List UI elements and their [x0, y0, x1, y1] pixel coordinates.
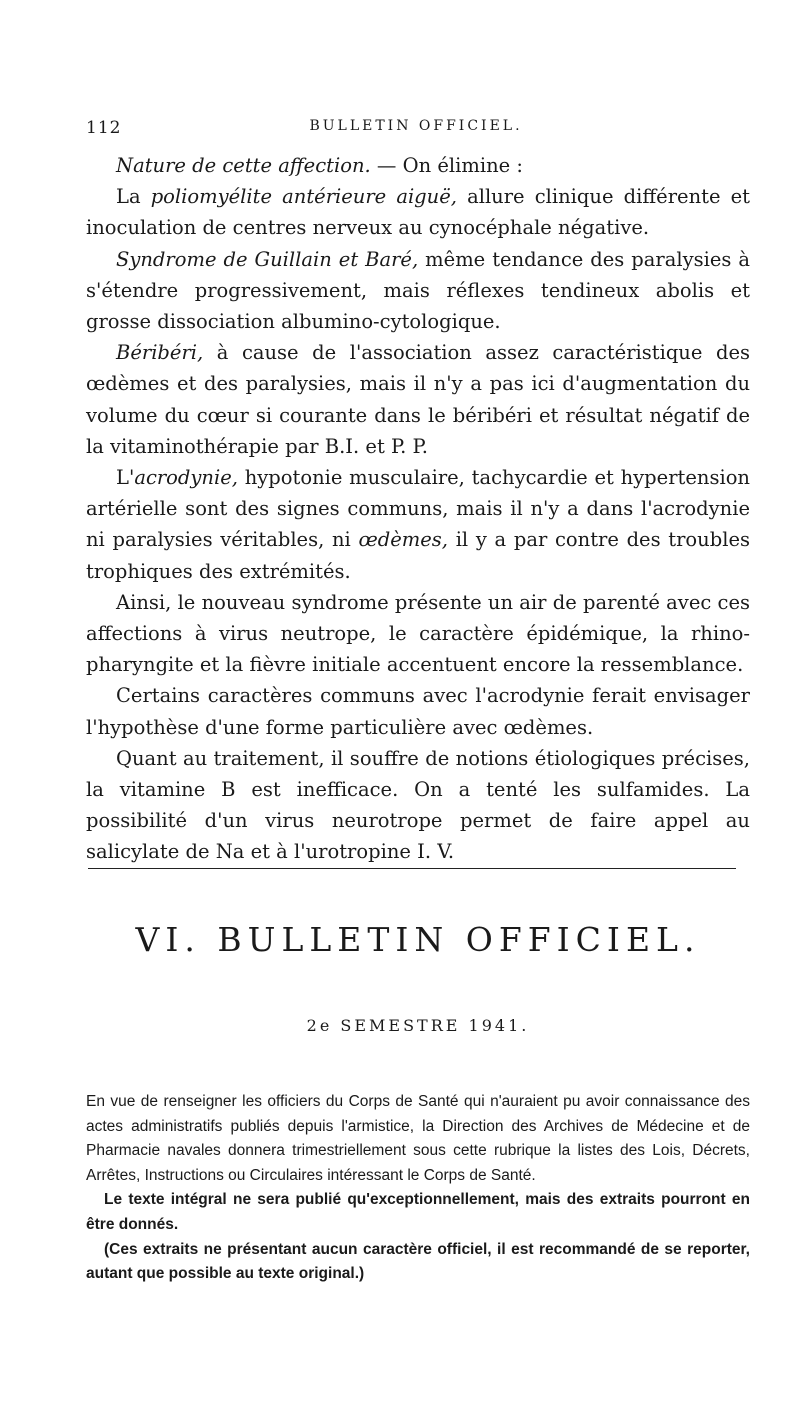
notice-block: [86, 1090, 750, 1287]
section-title: VI. BULLETIN OFFICIEL.: [135, 920, 701, 959]
term-acrodynie: acrodynie,: [134, 466, 238, 490]
paragraph-ainsi: Ainsi, le nouveau syndrome présente un air de parenté avec ces affections à virus neutrope, le caractère épidémique, la rhino-pharyngite et la fièvre initiale accentuent encore la ressemblance.: [86, 590, 750, 677]
notice-paragraph-3: (Ces extraits ne présentant aucun caractère officiel, il est recommandé de se reporter, autant que possible au texte original.): [86, 1240, 750, 1283]
notice-paragraph-1: En vue de renseigner les officiers du Corps de Santé qui n'auraient pu avoir connaissance des actes administratifs publiés depuis l'armistice, la Direction des Archives de Médecine et de Pharmacie navales donnera trimestriellement sous cette rubrique la listes des Lois, Décrets, Arrêtes, Instructions ou Circulaires intéressant le Corps de Santé.: [86, 1093, 750, 1184]
term-guillain: Syndrome de Guillain et Baré,: [116, 247, 419, 271]
paragraph-polio: La poliomyélite antérieure aiguë, allure clinique différente et inoculation de centres nerveux au cynocéphale négative.: [86, 185, 750, 240]
paragraph-nature: Nature de cette affection. — On élimine :: [116, 154, 523, 177]
heading-nature: Nature de cette affection.: [116, 154, 371, 177]
section-subtitle: 2e SEMESTRE 1941.: [306, 1016, 530, 1035]
term-polio: poliomyélite antérieure aiguë,: [150, 185, 457, 209]
article-body: [86, 150, 750, 868]
paragraph-acrodynie: L'acrodynie, hypotonie musculaire, tachycardie et hypertension artérielle sont des signes communs, mais il n'y a dans l'acrodynie ni paralysies véritables, ni œdèmes, il y a par contre des troubles trophiques des extrémités.: [86, 466, 751, 583]
section-divider: [88, 868, 736, 869]
paragraph-beriberi: Béribéri, à cause de l'association assez caractéristique des œdèmes et des paralysies, mais il n'y a pas ici d'augmentation du volume du cœur si courante dans le béribéri et résultat négatif de la vitaminothérapie par B.I. et P. P.: [86, 341, 750, 458]
paragraph-traitement: Quant au traitement, il souffre de notions étiologiques précises, la vitamine B est inefficace. On a tenté les sulfamides. La possibilité d'un virus neurotrope permet de faire appel au salicylate de Na et à l'urotropine I. V.: [86, 746, 750, 864]
paragraph-certains: Certains caractères communs avec l'acrodynie ferait envisager l'hypothèse d'une forme particulière avec œdèmes.: [86, 684, 750, 739]
page-number: 112: [86, 118, 122, 138]
notice-paragraph-2: Le texte intégral ne sera publié qu'exceptionnellement, mais des extraits pourront en être donnés.: [86, 1191, 750, 1233]
term-beriberi: Béribéri,: [116, 341, 204, 365]
term-oedemes: œdèmes,: [358, 528, 449, 552]
paragraph-guillain: Syndrome de Guillain et Baré, même tendance des paralysies à s'étendre progressivement, mais réflexes tendineux abolis et grosse dissociation albumino-cytologique.: [86, 247, 751, 334]
running-title: BULLETIN OFFICIEL.: [309, 118, 523, 134]
